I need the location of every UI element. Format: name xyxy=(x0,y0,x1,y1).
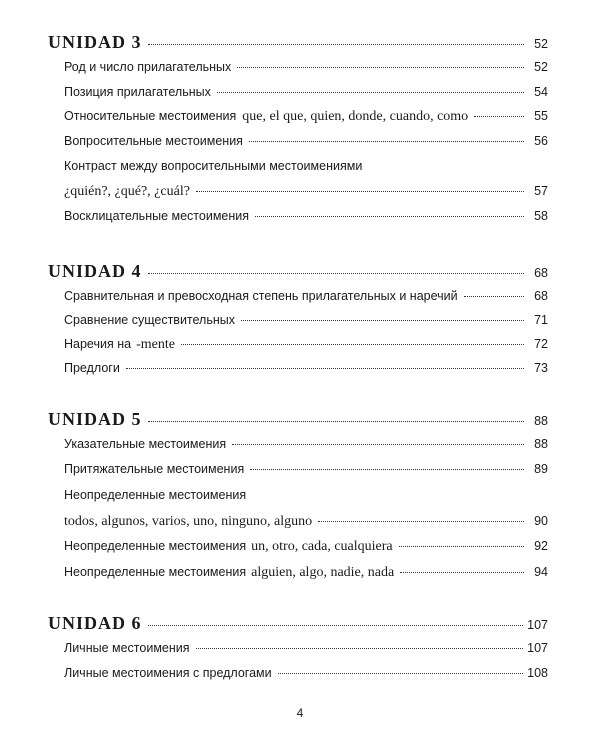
toc-entry[interactable] xyxy=(64,134,548,148)
toc-entry[interactable] xyxy=(64,184,548,200)
entry-text: Род и число прилагательных xyxy=(64,60,232,74)
dot-leader xyxy=(255,216,524,217)
entry-spanish-text: -mente xyxy=(136,337,175,352)
page-ref: 90 xyxy=(534,514,548,528)
toc-entry[interactable] xyxy=(64,109,548,125)
entry-text: Контраст между вопросительными местоимениями xyxy=(64,159,363,173)
unit-heading xyxy=(48,613,548,634)
entry-spanish-text: un, otro, cada, cualquiera xyxy=(251,539,393,554)
toc-entry[interactable] xyxy=(64,60,548,74)
entry-text: Притяжательные местоимения xyxy=(64,462,245,476)
unit-heading xyxy=(48,32,548,53)
page-ref: 108 xyxy=(527,666,548,680)
dot-leader xyxy=(217,92,524,93)
page-ref: 57 xyxy=(534,184,548,198)
page-ref: 56 xyxy=(534,134,548,148)
page-ref: 92 xyxy=(534,539,548,553)
page-ref: 68 xyxy=(534,289,548,303)
entry-text: Вопросительные местоимения xyxy=(64,134,243,148)
dot-leader xyxy=(237,67,524,68)
toc-entry[interactable] xyxy=(64,209,548,223)
toc-entry[interactable] xyxy=(64,565,548,581)
entry-text: Неопределенные местоимения xyxy=(64,539,247,553)
page-number: 4 xyxy=(296,706,304,720)
toc-entry[interactable] xyxy=(64,361,548,375)
dot-leader xyxy=(126,368,524,369)
dot-leader xyxy=(249,141,524,142)
dot-leader xyxy=(464,296,524,297)
dot-leader xyxy=(148,44,525,45)
toc-entry[interactable] xyxy=(64,488,548,502)
entry-spanish-text: que, el que, quien, donde, cuando, como xyxy=(242,109,469,124)
unit-title: UNIDAD 5 xyxy=(48,409,142,429)
page-ref: 58 xyxy=(534,209,548,223)
unit-title: UNIDAD 3 xyxy=(48,32,142,52)
entry-text: Личные местоимения xyxy=(64,641,190,655)
entry-text: Восклицательные местоимения xyxy=(64,209,250,223)
toc-entry[interactable] xyxy=(64,289,548,303)
toc-entry[interactable] xyxy=(64,666,548,680)
page-ref: 72 xyxy=(534,337,548,351)
entry-text: Сравнительная и превосходная степень прилагательных и наречий xyxy=(64,289,458,303)
entry-text: Позиция прилагательных xyxy=(64,85,211,99)
entry-text: Неопределенные местоимения xyxy=(64,565,247,579)
dot-leader xyxy=(318,521,524,522)
toc-entry[interactable] xyxy=(64,313,548,327)
dot-leader xyxy=(148,273,525,274)
page-ref: 52 xyxy=(534,37,548,51)
page-ref: 89 xyxy=(534,462,548,476)
toc-entry[interactable] xyxy=(64,159,548,173)
toc-entry[interactable] xyxy=(64,437,548,451)
entry-spanish-text: alguien, algo, nadie, nada xyxy=(251,565,395,580)
page-ref: 55 xyxy=(534,109,548,123)
entry-text: Сравнение существительных xyxy=(64,313,235,327)
toc-entry[interactable] xyxy=(64,539,548,555)
page-ref: 52 xyxy=(534,60,548,74)
entry-text: Указательные местоимения xyxy=(64,437,227,451)
dot-leader xyxy=(148,421,525,422)
dot-leader xyxy=(232,444,524,445)
unit-heading xyxy=(48,409,548,430)
page-ref: 73 xyxy=(534,361,548,375)
entry-text: Личные местоимения с предлогами xyxy=(64,666,272,680)
entry-text: Относительные местоимения xyxy=(64,109,237,123)
page-ref: 107 xyxy=(527,618,548,632)
dot-leader xyxy=(278,673,524,674)
dot-leader xyxy=(474,116,524,117)
dot-leader xyxy=(196,191,524,192)
entry-spanish-text: ¿quién?, ¿qué?, ¿cuál? xyxy=(64,184,190,199)
dot-leader xyxy=(148,625,524,626)
page-ref: 107 xyxy=(527,641,548,655)
unit-title: UNIDAD 6 xyxy=(48,613,142,633)
page-ref: 88 xyxy=(534,437,548,451)
toc-entry[interactable] xyxy=(64,514,548,530)
toc-entry[interactable] xyxy=(64,337,548,353)
unit-heading xyxy=(48,261,548,282)
dot-leader xyxy=(250,469,524,470)
page-ref: 68 xyxy=(534,266,548,280)
entry-text: Неопределенные местоимения xyxy=(64,488,247,502)
page-ref: 88 xyxy=(534,414,548,428)
page-ref: 71 xyxy=(534,313,548,327)
toc-entry[interactable] xyxy=(64,641,548,655)
dot-leader xyxy=(196,648,524,649)
toc-entry[interactable] xyxy=(64,462,548,476)
page-ref: 94 xyxy=(534,565,548,579)
toc-entry[interactable] xyxy=(64,85,548,99)
dot-leader xyxy=(399,546,524,547)
dot-leader xyxy=(241,320,524,321)
entry-text: Предлоги xyxy=(64,361,120,375)
dot-leader xyxy=(181,344,524,345)
dot-leader xyxy=(400,572,524,573)
entry-text: Наречия на xyxy=(64,337,132,351)
unit-title: UNIDAD 4 xyxy=(48,261,142,281)
page-ref: 54 xyxy=(534,85,548,99)
entry-spanish-text: todos, algunos, varios, uno, ninguno, alguno xyxy=(64,514,313,529)
